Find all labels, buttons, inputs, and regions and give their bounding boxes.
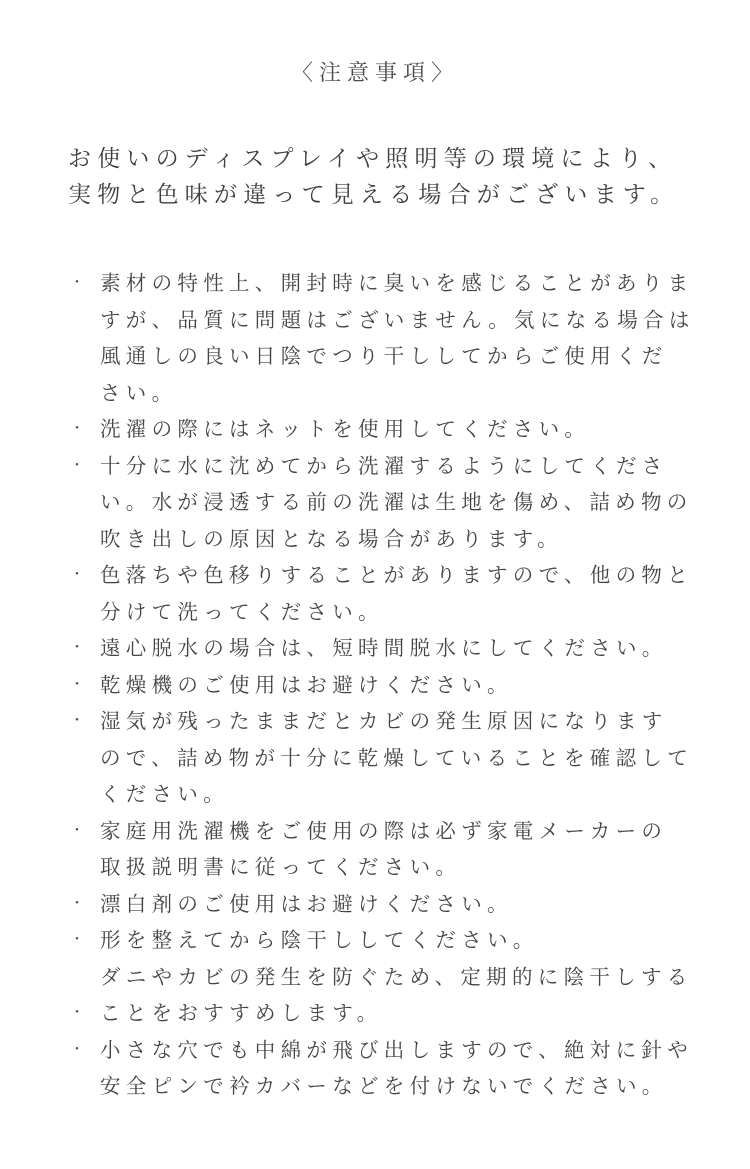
bullet-icon: ・ <box>70 932 84 948</box>
note-item <box>68 557 693 630</box>
note-item <box>68 667 688 704</box>
note-line: ことをおすすめします。 <box>100 1001 383 1025</box>
note-line: 安全ピンで衿カバーなどを付けないでください。 <box>100 1074 668 1098</box>
note-item <box>68 886 688 923</box>
bullet-icon: ・ <box>70 275 84 291</box>
page-title: 〈注意事項〉 <box>290 61 459 86</box>
note-item <box>68 1032 693 1105</box>
note-line: い。水が浸透する前の洗濯は生地を傷め、詰め物の <box>100 490 693 514</box>
note-line: 乾燥機のご使用はお避けください。 <box>100 672 513 697</box>
note-line: 形を整えてから陰干ししてください。 <box>100 928 539 952</box>
note-line: 遠心脱水の場合は、短時間脱水にしてください。 <box>100 636 668 660</box>
note-line: 吹き出しの原因となる場合があります。 <box>100 526 563 551</box>
bullet-icon: ・ <box>70 421 84 437</box>
bullet-icon: ・ <box>70 895 84 912</box>
bullet-icon: ・ <box>70 567 84 583</box>
intro-paragraph <box>68 141 708 213</box>
note-line: 取扱説明書に従ってください。 <box>100 855 462 879</box>
note-line: 家庭用洗濯機をご使用の際は必ず家電メーカーの <box>100 818 668 843</box>
note-line: 漂白剤のご使用はお避けください。 <box>100 891 513 916</box>
care-notes-list <box>68 265 695 1105</box>
note-item <box>68 630 688 667</box>
note-line: 色落ちや色移りすることがありますので、他の物と <box>100 563 693 587</box>
bullet-icon: ・ <box>70 676 84 693</box>
note-item <box>68 411 688 448</box>
note-line: 素材の特性上、開封時に臭いを感じることがありま <box>100 271 694 295</box>
note-item <box>68 265 695 411</box>
note-line: 小さな穴でも中綿が飛び出しますので、絶対に針や <box>100 1037 693 1062</box>
note-line: 湿気が残ったままだとカビの発生原因になります <box>100 709 668 733</box>
bullet-icon: ・ <box>70 457 84 474</box>
intro-line: 実物と色味が違って見える場合がございます。 <box>68 182 680 208</box>
note-item <box>68 959 693 1032</box>
bullet-icon: ・ <box>70 640 84 656</box>
note-line: ダニやカビの発生を防ぐため、定期的に陰干しする <box>100 964 693 989</box>
note-item <box>68 703 693 813</box>
bullet-icon: ・ <box>70 713 84 729</box>
intro-line: お使いのディスプレイや照明等の環境により、 <box>68 146 678 172</box>
note-line: 洗濯の際にはネットを使用してください。 <box>100 417 591 441</box>
note-line: 十分に水に沈めてから洗濯するようにしてくださ <box>100 453 668 478</box>
note-item <box>68 448 693 558</box>
note-line: すが、品質に問題はございません。気になる場合は <box>100 307 695 332</box>
bullet-icon: ・ <box>70 1041 84 1058</box>
bullet-icon: ・ <box>70 822 84 839</box>
note-line: 分けて洗ってください。 <box>100 599 384 624</box>
note-item <box>68 813 688 886</box>
note-line: 風通しの良い日陰でつり干ししてからご使用くだ <box>100 344 668 368</box>
bullet-icon: ・ <box>70 1005 84 1021</box>
note-line: ので、詰め物が十分に乾燥していることを確認して <box>100 745 693 770</box>
note-line: ください。 <box>100 782 229 806</box>
note-item <box>68 922 688 959</box>
note-line: さい。 <box>100 380 178 405</box>
